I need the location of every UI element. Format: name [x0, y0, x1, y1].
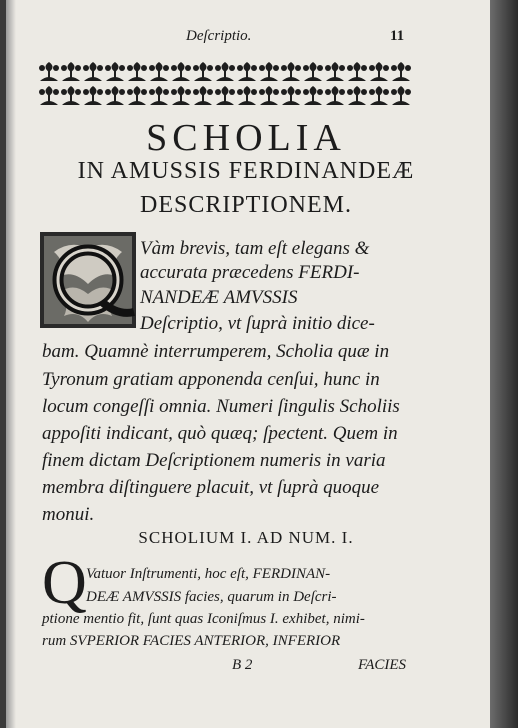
text-line-6: Tyronum gratiam apponenda cenſui, hunc in: [42, 369, 380, 390]
fleuron-ornament-band: [36, 60, 412, 108]
scholium-line-1: Vatuor Inſtrumenti, hoc eſt, FERDINAN-: [86, 566, 331, 582]
scholium-line-2: DEÆ AMVSSIS facies, quarum in Deſcri-: [86, 589, 337, 605]
text-line-11: monui.: [42, 504, 95, 525]
scholium-line-3: ptione mentio fit, ſunt quas Iconiſmus I. exhibet, nimi-: [42, 611, 365, 627]
scholium-line-4: rum SVPERIOR FACIES ANTERIOR, INFERIOR: [42, 633, 341, 649]
text-line-3: NANDEÆ AMVSSIS: [140, 287, 298, 308]
title-main: SCHOLIA: [146, 117, 346, 159]
text-line-9: finem dictam Deſcriptionem numeris in varia: [42, 450, 386, 471]
catchword: FACIES: [358, 657, 407, 673]
book-page: [6, 0, 496, 728]
text-line-2: accurata præcedens FERDI-: [140, 262, 360, 283]
text-line-4: Deſcriptio, vt ſuprà initio dice-: [140, 313, 375, 334]
large-initial: Q: [42, 549, 87, 617]
title-line-3: DESCRIPTIONEM.: [139, 192, 352, 218]
text-line-1: Vàm brevis, tam eſt elegans &: [140, 238, 370, 259]
text-line-8: appoſiti indicant, quò quæq; ſpectent. Quem in: [42, 423, 398, 444]
signature-mark: B 2: [232, 657, 253, 673]
running-header-title: Deſcriptio.: [186, 28, 252, 44]
text-line-7: locum congeſſi omnia. Numeri ſingulis Scholiis: [42, 396, 400, 417]
scholium-heading: SCHOLIUM I. AD NUM. I.: [138, 528, 354, 547]
facing-page-edge: [490, 0, 518, 728]
title-line-2: IN AMUSSIS FERDINANDEÆ: [77, 158, 415, 184]
text-line-10: membra diſtinguere placuit, vt ſuprà quoque: [42, 477, 380, 498]
page-gutter-shadow: [6, 0, 16, 728]
running-header: [6, 28, 496, 48]
page-number: 11: [390, 28, 405, 44]
decorated-initial-q: [40, 232, 136, 328]
text-line-5: bam. Quamnè interrumperem, Scholia quæ in: [42, 341, 390, 362]
